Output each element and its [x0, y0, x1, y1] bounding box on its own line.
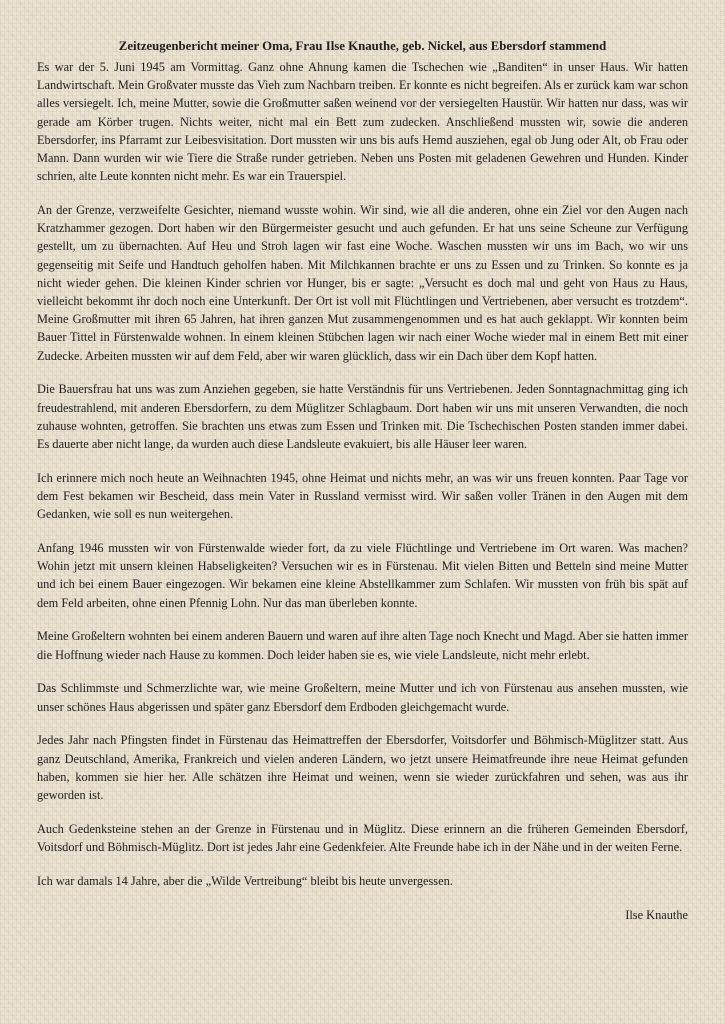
paragraph-4: Ich erinnere mich noch heute an Weihnachten 1945, ohne Heimat und nichts mehr, an was wir uns freuen konnten. Paar Tage vor dem Fest bekamen wir Bescheid, dass mein Vater in Russland vermisst wird. Wir saßen voller Tränen in den Augen mit dem Gedanken, wie soll es nun weitergehen. — [37, 470, 688, 522]
signature: Ilse Knauthe — [625, 907, 688, 922]
paragraph-6: Meine Großeltern wohnten bei einem anderen Bauern und waren auf ihre alten Tage noch Knecht und Magd. Aber sie hatten immer die Hoffnung wieder nach Hause zu kommen. Doch leider haben sie es, wie viele Landsleute, nicht mehr erlebt. — [37, 629, 688, 662]
paragraph-5: Anfang 1946 mussten wir von Fürstenwalde wieder fort, da zu viele Flüchtlinge und Vertriebene im Ort waren. Was machen? Wohin jetzt mit unsern kleinen Habseligkeiten? Versuchen wir es in Fürstenau. Mit vielen Bitten und Betteln sind meine Mutter und ich bei einem Bauer eingezogen. Wir bekamen eine kleine Abstellkammer zum Schlafen. Wir mussten von früh bis spät auf dem Feld arbeiten, ohne einen Pfennig Lohn. Nur das man überleben konnte. — [37, 541, 688, 610]
document-title: Zeitzeugenbericht meiner Oma, Frau Ilse Knauthe, geb. Nickel, aus Ebersdorf stammend — [118, 39, 607, 53]
paragraph-10: Ich war damals 14 Jahre, aber die „Wilde Vertreibung“ bleibt bis heute unvergessen. — [37, 873, 453, 888]
document-page — [37, 38, 688, 924]
paragraph-8: Jedes Jahr nach Pfingsten findet in Fürstenau das Heimattreffen der Ebersdorfer, Voitsdorfer und Böhmisch-Müglitzer statt. Aus ganz Deutschland, Amerika, Frankreich und vielen anderen Ländern, wo jetzt unsere Heimatfreunde ihre neue Heimat gefunden haben, kommen sie hier her. Alle schätzen ihre Heimat und weinen, wenn sie wieder zurückfahren und sehen, was aus ihr geworden ist. — [37, 733, 688, 803]
paragraph-7: Das Schlimmste und Schmerzlichte war, wie meine Großeltern, meine Mutter und ich von Fürstenau aus ansehen mussten, wie unser schönes Haus abgerissen und später ganz Ebersdorf dem Erdboden gleichgemacht wurde. — [37, 681, 688, 714]
paragraph-9: Auch Gedenksteine stehen an der Grenze in Fürstenau und in Müglitz. Diese erinnern an die früheren Gemeinden Ebersdorf, Voitsdorf und Böhmisch-Müglitz. Dort ist jedes Jahr eine Gedenkfeier. Alte Freunde habe ich in der Nähe und in der weiten Ferne. — [37, 821, 688, 855]
paragraph-3: Die Bauersfrau hat uns was zum Anziehen gegeben, sie hatte Verständnis für uns Vertriebenen. Jeden Sonntagnachmittag ging ich freudestrahlend, mit anderen Ebersdorfern, zu dem Müglitzer Schlagbaum. Dort haben wir uns mit unseren Verwandten, die noch zuhause wohnten, getroffen. Sie brachten uns etwas zum Essen und Trinken mit. Die Tschechischen Posten standen immer dabei. Es dauerte aber nicht lange, da wurden auch diese Landsleute evakuiert, bis alle Häuser leer waren. — [37, 382, 688, 452]
paragraph-2: An der Grenze, verzweifelte Gesichter, niemand wusste wohin. Wir sind, wie all die anderen, ohne ein Ziel vor den Augen nach Kratzhammer gezogen. Dort haben wir den Bürgermeister gesucht und auch gefunden. Er hat uns seine Scheune zur Verfügung gestellt, um zu übernachten. Auf Heu und Stroh lagen wir fast eine Woche. Waschen mussten wir uns im Bach, wo wir uns gegenseitig mit Seife und Handtuch geholfen haben. Mit Milchkannen brachte er uns zu Essen und zu Trinken. So konnte es ja nicht wieder gehen. Die kleinen Kinder schrien vor Hunger, bis er sagte: „Versucht es doch mal und geht von Haus zu Haus, vielleicht bekommt ihr doch noch eine Unterkunft. Der Ort ist voll mit Flüchtlingen und Vertriebenen, aber versucht es trotzdem“. Meine Großmutter mit ihren 65 Jahren, hat ihren ganzen Mut zusammengenommen und es hat auch geklappt. Wir konnten beim Bauer Tittel in Fürstenwalde wohnen. In einem kleinen Stübchen lagen wir nach einer Woche wieder mal in einem Bett mit einer Zudecke. Arbeiten mussten wir auf dem Feld, aber wir waren glücklich, dass wir ein Dach über dem Kopf hatten. — [37, 203, 688, 363]
paragraph-1: Es war der 5. Juni 1945 am Vormittag. Ganz ohne Ahnung kamen die Tschechen wie „Banditen“ in unser Haus. Wir hatten Landwirtschaft. Mein Großvater musste das Vieh zum Nachbarn treiben. Er konnte es nicht begreifen. Als er zurück kam war schon alles versiegelt. Ich, meine Mutter, sowie die Großmutter saßen weinend vor der versiegelten Haustür. Wir hatten nur dass, was wir gerade am Körber trugen. Nichts weiter, nicht mal ein Bett zum zudecken. Anschließend mussten wir, sowie die anderen Ebersdorfer, ins Pfarramt zur Leibesvisitation. Dort mussten wir uns bis aufs Hemd ausziehen, egal ob Jung oder Alt, ob Frau oder Mann. Dann wurden wir wie Tiere die Straße runder getrieben. Neben uns Posten mit geladenen Gewehren und Hunden. Kinder schrien, alte Leute konnten nicht mehr. Es war ein Trauerspiel. — [37, 60, 688, 184]
